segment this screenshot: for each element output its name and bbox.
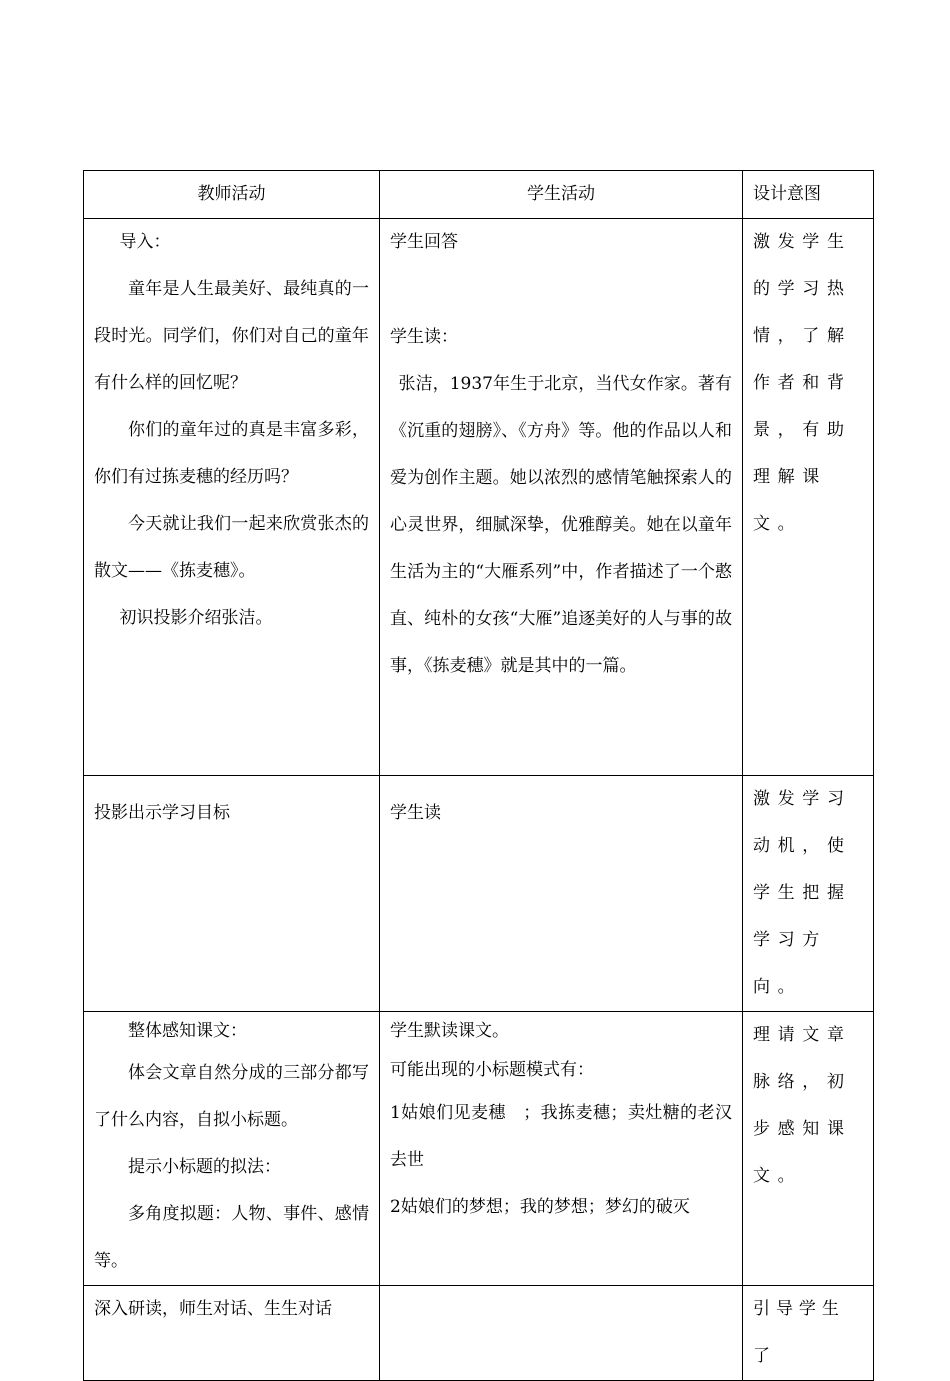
header-design-intent: 设计意图 [743,171,874,219]
student-text: 学生默读课文。 [390,1021,509,1041]
teacher-text: 初识投影介绍张洁。 [119,608,273,628]
teacher-text: 多角度拟题：人物、事件、感情等。 [94,1204,369,1271]
teacher-text: 体会文章自然分成的三部分都写了什么内容，自拟小标题。 [94,1063,369,1130]
teacher-text: 导入： [119,232,171,252]
intent-cell: 激发学习动机，使学生把握学习方向。 [743,776,874,1012]
teacher-text: 投影出示学习目标 [94,803,230,823]
spacer [390,266,732,314]
student-cell [380,1012,743,1286]
lesson-plan-table [83,170,874,1381]
teacher-cell [84,776,380,1012]
teacher-text: 童年是人生最美好、最纯真的一段时光。同学们，你们对自己的童年有什么样的回忆呢？ [94,279,369,393]
student-text: 学生回答 [390,232,458,252]
intent-cell: 理请文章脉络，初步感知课文。 [743,1012,874,1286]
student-cell [380,776,743,1012]
table-row [84,1286,874,1381]
student-cell [380,1286,743,1381]
teacher-text: 整体感知课文： [128,1021,247,1041]
student-text: 1姑娘们见麦穗 ；我拣麦穗；卖灶糖的老汉去世 [390,1103,732,1170]
teacher-text: 今天就让我们一起来欣赏张杰的散文——《拣麦穗》。 [94,514,369,581]
student-text: 学生读： [390,327,458,347]
teacher-text: 你们的童年过的真是丰富多彩，你们有过拣麦穗的经历吗？ [94,420,369,487]
student-text: 学生读 [390,803,441,823]
teacher-cell [84,219,380,776]
student-cell [380,219,743,776]
teacher-cell [84,1012,380,1286]
intent-cell: 激发学生的学习热情，了解作者和背景，有助理解课文。 [743,219,874,776]
student-text: 可能出现的小标题模式有： [390,1060,594,1080]
student-text: 张洁，1937年生于北京，当代女作家。著有《沉重的翅膀》、《方舟》等。他的作品以人和爱为创作主题。她以浓烈的感情笔触探索人的心灵世界，细腻深挚，优雅醇美。她在以童年生活为主的“大雁系列”中，作者描述了一个憨直、纯朴的女孩“大雁”追逐美好的人与事的故事，《拣麦穗》就是其中的一篇。 [390,374,732,676]
student-text: 2姑娘们的梦想；我的梦想；梦幻的破灭 [390,1197,690,1217]
table-row [84,776,874,1012]
table-row [84,219,874,776]
header-student-activity: 学生活动 [380,171,743,219]
teacher-cell: 深入研读，师生对话、生生对话 [84,1286,380,1381]
teacher-text: 提示小标题的拟法： [128,1157,281,1177]
table-header-row [84,171,874,219]
intent-cell: 引导学生了 [743,1286,874,1381]
header-teacher-activity: 教师活动 [84,171,380,219]
table-row [84,1012,874,1286]
